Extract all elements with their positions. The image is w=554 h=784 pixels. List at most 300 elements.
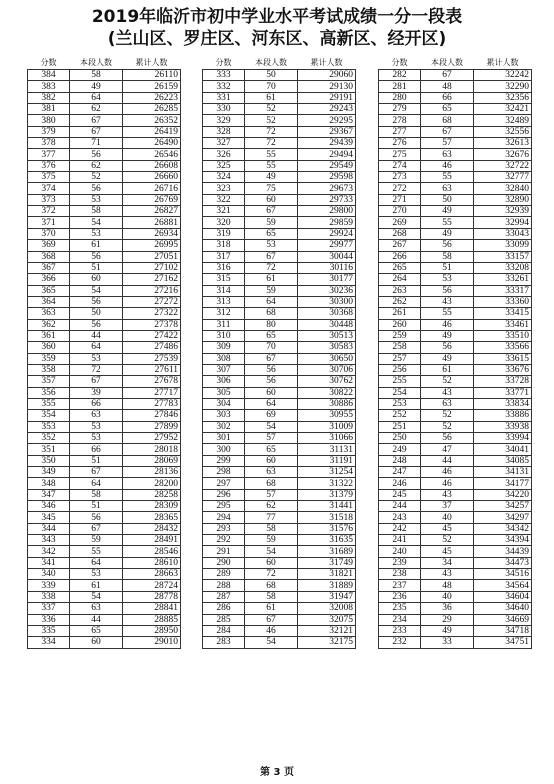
score-cell: 247: [379, 467, 421, 478]
cumulative-count-cell: 31518: [298, 512, 356, 523]
segment-count-cell: 61: [245, 92, 298, 103]
cumulative-count-cell: 30368: [298, 308, 356, 319]
segment-count-cell: 56: [70, 251, 123, 262]
table-row: [28, 376, 181, 387]
cumulative-count-cell: 31635: [298, 535, 356, 546]
score-cell: 246: [379, 478, 421, 489]
table-row: [379, 194, 532, 205]
table-row: [203, 319, 356, 330]
score-cell: 274: [379, 160, 421, 171]
table-row: [379, 478, 532, 489]
cumulative-count-cell: 27051: [123, 251, 181, 262]
score-cell: 366: [28, 274, 70, 285]
score-cell: 319: [203, 228, 245, 239]
score-cell: 242: [379, 523, 421, 534]
cumulative-count-cell: 28258: [123, 489, 181, 500]
score-cell: 238: [379, 569, 421, 580]
segment-count-cell: 49: [245, 172, 298, 183]
segment-count-cell: 46: [421, 319, 474, 330]
segment-count-cell: 54: [245, 546, 298, 557]
table-row: [379, 433, 532, 444]
segment-count-cell: 46: [421, 467, 474, 478]
table-row: [203, 591, 356, 602]
table-row: [379, 296, 532, 307]
segment-count-cell: 57: [245, 433, 298, 444]
cumulative-count-cell: 30513: [298, 330, 356, 341]
segment-count-cell: 63: [421, 398, 474, 409]
score-cell: 370: [28, 228, 70, 239]
score-cell: 315: [203, 274, 245, 285]
cumulative-count-cell: 29733: [298, 194, 356, 205]
score-cell: 234: [379, 614, 421, 625]
cumulative-count-cell: 29130: [298, 81, 356, 92]
header-cumulative-count: 累计人数: [486, 58, 519, 67]
cumulative-count-cell: 33208: [474, 262, 532, 273]
cumulative-count-cell: 28546: [123, 546, 181, 557]
score-cell: 307: [203, 364, 245, 375]
table-row: [203, 444, 356, 455]
cumulative-count-cell: 33461: [474, 319, 532, 330]
score-cell: 279: [379, 104, 421, 115]
segment-count-cell: 53: [70, 433, 123, 444]
table-row: [379, 614, 532, 625]
cumulative-count-cell: 32356: [474, 92, 532, 103]
segment-count-cell: 67: [70, 126, 123, 137]
segment-count-cell: 49: [421, 353, 474, 364]
segment-count-cell: 56: [70, 319, 123, 330]
score-cell: 268: [379, 228, 421, 239]
cumulative-count-cell: 27717: [123, 387, 181, 398]
score-cell: 322: [203, 194, 245, 205]
segment-count-cell: 55: [421, 172, 474, 183]
table-row: [203, 398, 356, 409]
segment-count-cell: 70: [245, 342, 298, 353]
table-row: [379, 557, 532, 568]
table-row: [379, 353, 532, 364]
table-row: [28, 625, 181, 636]
cumulative-count-cell: 34439: [474, 546, 532, 557]
segment-count-cell: 72: [70, 364, 123, 375]
segment-count-cell: 36: [421, 603, 474, 614]
cumulative-count-cell: 31821: [298, 569, 356, 580]
cumulative-count-cell: 26110: [123, 70, 181, 81]
table-row: [379, 444, 532, 455]
segment-count-cell: 33: [421, 637, 474, 648]
score-cell: 342: [28, 546, 70, 557]
segment-count-cell: 52: [245, 115, 298, 126]
score-cell: 298: [203, 467, 245, 478]
page-title: 2019年临沂市初中学业水平考试成绩一分一段表: [91, 7, 463, 27]
score-cell: 323: [203, 183, 245, 194]
score-cell: 349: [28, 467, 70, 478]
score-cell: 244: [379, 501, 421, 512]
table-row: [203, 194, 356, 205]
table-row: [379, 410, 532, 421]
segment-count-cell: 64: [245, 296, 298, 307]
score-cell: 381: [28, 104, 70, 115]
score-cell: 289: [203, 569, 245, 580]
cumulative-count-cell: 33728: [474, 376, 532, 387]
table-row: [28, 557, 181, 568]
segment-count-cell: 52: [421, 410, 474, 421]
score-cell: 311: [203, 319, 245, 330]
cumulative-count-cell: 29494: [298, 149, 356, 160]
table-row: [28, 535, 181, 546]
cumulative-count-cell: 28309: [123, 501, 181, 512]
segment-count-cell: 72: [245, 262, 298, 273]
score-cell: 284: [203, 625, 245, 636]
cumulative-count-cell: 30762: [298, 376, 356, 387]
score-cell: 332: [203, 81, 245, 92]
score-cell: 334: [28, 637, 70, 648]
score-cell: 269: [379, 217, 421, 228]
segment-count-cell: 67: [70, 115, 123, 126]
segment-count-cell: 45: [421, 523, 474, 534]
score-cell: 300: [203, 444, 245, 455]
score-cell: 364: [28, 296, 70, 307]
table-row: [28, 501, 181, 512]
segment-count-cell: 52: [421, 421, 474, 432]
score-cell: 255: [379, 376, 421, 387]
segment-count-cell: 53: [245, 240, 298, 251]
score-cell: 293: [203, 523, 245, 534]
score-cell: 270: [379, 206, 421, 217]
score-cell: 363: [28, 308, 70, 319]
cumulative-count-cell: 34564: [474, 580, 532, 591]
cumulative-count-cell: 34604: [474, 591, 532, 602]
table-row: [203, 115, 356, 126]
table-row: [203, 376, 356, 387]
score-cell: 377: [28, 149, 70, 160]
table-row: [203, 614, 356, 625]
score-cell: 328: [203, 126, 245, 137]
score-cell: 310: [203, 330, 245, 341]
table-row: [28, 603, 181, 614]
score-cell: 383: [28, 81, 70, 92]
score-cell: 288: [203, 580, 245, 591]
cumulative-count-cell: 34342: [474, 523, 532, 534]
score-cell: 281: [379, 81, 421, 92]
score-cell: 275: [379, 149, 421, 160]
score-cell: 295: [203, 501, 245, 512]
cumulative-count-cell: 29549: [298, 160, 356, 171]
cumulative-count-cell: 32121: [298, 625, 356, 636]
header-score: 分数: [391, 58, 408, 67]
segment-count-cell: 59: [245, 217, 298, 228]
score-cell: 296: [203, 489, 245, 500]
table-row: [28, 206, 181, 217]
table-row: [203, 501, 356, 512]
cumulative-count-cell: 33886: [474, 410, 532, 421]
cumulative-count-cell: 34394: [474, 535, 532, 546]
cumulative-count-cell: 29439: [298, 138, 356, 149]
segment-count-cell: 65: [245, 330, 298, 341]
segment-count-cell: 68: [245, 580, 298, 591]
segment-count-cell: 58: [70, 206, 123, 217]
cumulative-count-cell: 31947: [298, 591, 356, 602]
table-row: [203, 262, 356, 273]
cumulative-count-cell: 26419: [123, 126, 181, 137]
score-cell: 331: [203, 92, 245, 103]
cumulative-count-cell: 29977: [298, 240, 356, 251]
table-row: [203, 330, 356, 341]
header-segment-count: 本段人数: [80, 58, 112, 67]
segment-count-cell: 53: [70, 421, 123, 432]
score-cell: 374: [28, 183, 70, 194]
segment-count-cell: 62: [70, 160, 123, 171]
cumulative-count-cell: 34257: [474, 501, 532, 512]
score-cell: 382: [28, 92, 70, 103]
segment-count-cell: 72: [245, 126, 298, 137]
cumulative-count-cell: 28491: [123, 535, 181, 546]
segment-count-cell: 45: [421, 546, 474, 557]
score-cell: 369: [28, 240, 70, 251]
segment-count-cell: 51: [70, 262, 123, 273]
score-cell: 294: [203, 512, 245, 523]
score-cell: 266: [379, 251, 421, 262]
cumulative-count-cell: 32008: [298, 603, 356, 614]
score-cell: 251: [379, 421, 421, 432]
score-cell: 359: [28, 353, 70, 364]
table-row: [379, 274, 532, 285]
score-cell: 273: [379, 172, 421, 183]
score-cell: 379: [28, 126, 70, 137]
table-row: [203, 138, 356, 149]
segment-count-cell: 54: [70, 591, 123, 602]
score-cell: 352: [28, 433, 70, 444]
segment-count-cell: 63: [421, 183, 474, 194]
table-row: [28, 398, 181, 409]
table-row: [28, 228, 181, 239]
table-row: [203, 274, 356, 285]
cumulative-count-cell: 33043: [474, 228, 532, 239]
cumulative-count-cell: 29924: [298, 228, 356, 239]
cumulative-count-cell: 34085: [474, 455, 532, 466]
segment-count-cell: 67: [245, 206, 298, 217]
table-row: [203, 512, 356, 523]
segment-count-cell: 60: [70, 637, 123, 648]
cumulative-count-cell: 27216: [123, 285, 181, 296]
cumulative-count-cell: 27162: [123, 274, 181, 285]
cumulative-count-cell: 31576: [298, 523, 356, 534]
segment-count-cell: 75: [245, 183, 298, 194]
cumulative-count-cell: 27611: [123, 364, 181, 375]
score-cell: 302: [203, 421, 245, 432]
cumulative-count-cell: 29295: [298, 115, 356, 126]
table-row: [379, 512, 532, 523]
cumulative-count-cell: 32421: [474, 104, 532, 115]
segment-count-cell: 49: [421, 625, 474, 636]
table-row: [28, 455, 181, 466]
segment-count-cell: 65: [421, 104, 474, 115]
cumulative-count-cell: 34718: [474, 625, 532, 636]
table-row: [28, 262, 181, 273]
cumulative-count-cell: 33566: [474, 342, 532, 353]
segment-count-cell: 39: [70, 387, 123, 398]
cumulative-count-cell: 33834: [474, 398, 532, 409]
table-row: [28, 546, 181, 557]
score-cell: 367: [28, 262, 70, 273]
segment-count-cell: 49: [421, 228, 474, 239]
table-row: [379, 591, 532, 602]
segment-count-cell: 68: [245, 478, 298, 489]
cumulative-count-cell: 26827: [123, 206, 181, 217]
cumulative-count-cell: 34041: [474, 444, 532, 455]
table-row: [28, 92, 181, 103]
segment-count-cell: 64: [70, 92, 123, 103]
score-cell: 313: [203, 296, 245, 307]
segment-count-cell: 65: [70, 625, 123, 636]
score-cell: 237: [379, 580, 421, 591]
segment-count-cell: 51: [70, 455, 123, 466]
cumulative-count-cell: 31066: [298, 433, 356, 444]
table-row: [203, 172, 356, 183]
segment-count-cell: 56: [245, 364, 298, 375]
score-cell: 321: [203, 206, 245, 217]
header-cumulative-count: 累计人数: [135, 58, 168, 67]
segment-count-cell: 60: [245, 387, 298, 398]
segment-count-cell: 68: [245, 308, 298, 319]
segment-count-cell: 40: [421, 512, 474, 523]
table-row: [28, 251, 181, 262]
segment-count-cell: 70: [245, 81, 298, 92]
segment-count-cell: 66: [421, 92, 474, 103]
cumulative-count-cell: 29367: [298, 126, 356, 137]
table-row: [379, 319, 532, 330]
table-row: [203, 81, 356, 92]
score-column-2: [202, 57, 355, 649]
cumulative-count-cell: 26223: [123, 92, 181, 103]
table-row: [379, 149, 532, 160]
segment-count-cell: 58: [421, 251, 474, 262]
segment-count-cell: 56: [245, 376, 298, 387]
cumulative-count-cell: 32075: [298, 614, 356, 625]
table-row: [379, 160, 532, 171]
segment-count-cell: 47: [421, 444, 474, 455]
segment-count-cell: 59: [245, 535, 298, 546]
segment-count-cell: 80: [245, 319, 298, 330]
segment-count-cell: 53: [70, 569, 123, 580]
cumulative-count-cell: 28841: [123, 603, 181, 614]
score-cell: 340: [28, 569, 70, 580]
table-row: [203, 206, 356, 217]
table-row: [28, 580, 181, 591]
segment-count-cell: 63: [421, 149, 474, 160]
table-row: [379, 262, 532, 273]
cumulative-count-cell: 27322: [123, 308, 181, 319]
table-row: [28, 70, 181, 81]
segment-count-cell: 61: [70, 580, 123, 591]
score-cell: 312: [203, 308, 245, 319]
segment-count-cell: 56: [421, 285, 474, 296]
table-row: [28, 433, 181, 444]
segment-count-cell: 46: [245, 625, 298, 636]
score-cell: 338: [28, 591, 70, 602]
table-row: [28, 489, 181, 500]
score-cell: 290: [203, 557, 245, 568]
cumulative-count-cell: 30177: [298, 274, 356, 285]
table-row: [203, 387, 356, 398]
table-row: [379, 398, 532, 409]
cumulative-count-cell: 33360: [474, 296, 532, 307]
table-row: [379, 172, 532, 183]
cumulative-count-cell: 27272: [123, 296, 181, 307]
cumulative-count-cell: 27846: [123, 410, 181, 421]
table-row: [379, 330, 532, 341]
segment-count-cell: 43: [421, 569, 474, 580]
cumulative-count-cell: 31379: [298, 489, 356, 500]
score-cell: 347: [28, 489, 70, 500]
score-cell: 272: [379, 183, 421, 194]
cumulative-count-cell: 28200: [123, 478, 181, 489]
score-cell: 250: [379, 433, 421, 444]
table-row: [379, 104, 532, 115]
table-row: [379, 308, 532, 319]
cumulative-count-cell: 29800: [298, 206, 356, 217]
header-cumulative-count: 累计人数: [310, 58, 343, 67]
score-cell: 236: [379, 591, 421, 602]
cumulative-count-cell: 26490: [123, 138, 181, 149]
cumulative-count-cell: 27952: [123, 433, 181, 444]
score-cell: 303: [203, 410, 245, 421]
cumulative-count-cell: 32613: [474, 138, 532, 149]
segment-count-cell: 57: [421, 138, 474, 149]
score-cell: 337: [28, 603, 70, 614]
header-score: 分数: [40, 58, 57, 67]
segment-count-cell: 52: [421, 535, 474, 546]
table-row: [203, 308, 356, 319]
table-row: [28, 308, 181, 319]
cumulative-count-cell: 26716: [123, 183, 181, 194]
cumulative-count-cell: 32777: [474, 172, 532, 183]
table-row: [379, 603, 532, 614]
table-row: [379, 501, 532, 512]
score-cell: 314: [203, 285, 245, 296]
score-cell: 326: [203, 149, 245, 160]
segment-count-cell: 46: [421, 160, 474, 171]
segment-count-cell: 54: [70, 285, 123, 296]
segment-count-cell: 49: [421, 330, 474, 341]
table-row: [28, 591, 181, 602]
segment-count-cell: 60: [245, 194, 298, 205]
cumulative-count-cell: 34669: [474, 614, 532, 625]
table-row: [379, 569, 532, 580]
cumulative-count-cell: 30955: [298, 410, 356, 421]
segment-count-cell: 65: [245, 444, 298, 455]
cumulative-count-cell: 26995: [123, 240, 181, 251]
segment-count-cell: 43: [421, 296, 474, 307]
score-cell: 240: [379, 546, 421, 557]
segment-count-cell: 52: [421, 376, 474, 387]
score-cell: 357: [28, 376, 70, 387]
score-cell: 291: [203, 546, 245, 557]
segment-count-cell: 67: [70, 376, 123, 387]
table-row: [28, 285, 181, 296]
segment-count-cell: 44: [70, 614, 123, 625]
segment-count-cell: 64: [70, 478, 123, 489]
score-cell: 297: [203, 478, 245, 489]
table-row: [203, 467, 356, 478]
table-row: [28, 183, 181, 194]
table-row: [28, 160, 181, 171]
table-row: [28, 478, 181, 489]
cumulative-count-cell: 27539: [123, 353, 181, 364]
segment-count-cell: 48: [421, 580, 474, 591]
segment-count-cell: 61: [245, 603, 298, 614]
segment-count-cell: 54: [245, 421, 298, 432]
cumulative-count-cell: 27486: [123, 342, 181, 353]
score-cell: 262: [379, 296, 421, 307]
